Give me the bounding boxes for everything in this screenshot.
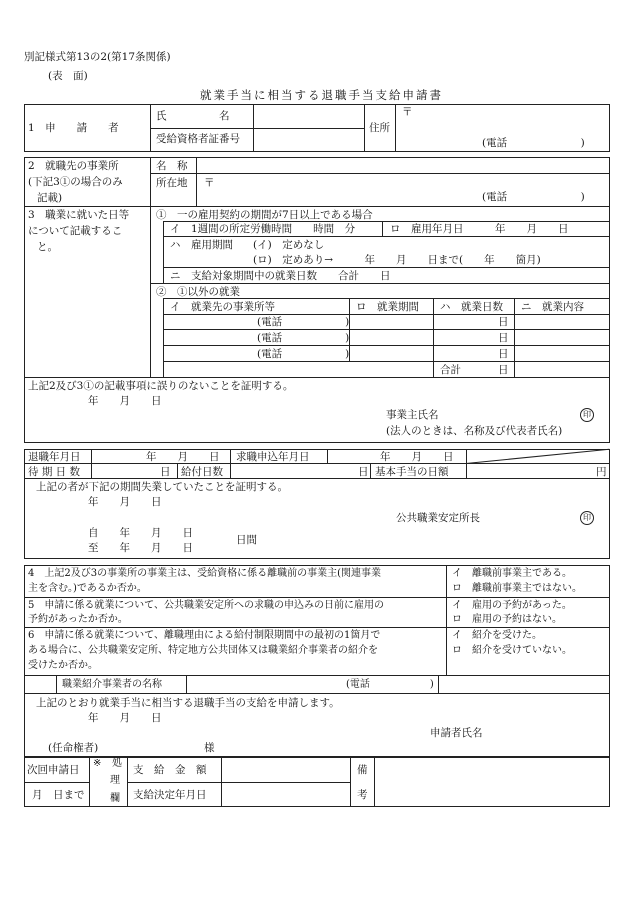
yen-unit: 円: [596, 466, 607, 478]
applicant-address-field[interactable]: [412, 106, 604, 134]
payment-decision-date-label: 支給決定年月日: [133, 789, 207, 801]
q5-text-2: 予約があったか否か。: [28, 614, 128, 625]
application-date: 年 月 日: [88, 712, 162, 724]
total-label: 合計: [440, 364, 461, 376]
row-phone: (電話 ): [257, 332, 350, 344]
q6-text-3: 受けたか否か。: [28, 660, 98, 671]
retirement-date-label: 退職年月日: [28, 451, 81, 463]
job-application-date-label: 求職申込年月日: [236, 451, 310, 463]
employer-name-note: (法人のときは、名称及び代表者氏名): [386, 425, 563, 437]
case1-period-none: (イ) 定めなし: [253, 239, 325, 251]
case1-weekly-hours: イ 1週間の所定労働時間 時間 分: [170, 223, 356, 235]
q6-option-no[interactable]: ロ 紹介を受けていない。: [452, 645, 572, 656]
s3-label-1: 3 職業に就いた日等: [28, 209, 130, 221]
case1-employment-period: ハ 雇用期間: [170, 239, 233, 251]
q5-option-yes[interactable]: イ 雇用の予約があった。: [452, 600, 572, 611]
office-director-label: 公共職業安定所長: [396, 512, 480, 524]
asterisk-mark: ※: [93, 758, 102, 769]
payment-amount-label: 支 給 金 額: [133, 764, 207, 776]
applicant-label: 1 申 請 者: [28, 122, 119, 134]
s2-label-3: 記載): [37, 192, 63, 204]
row-day-unit: 日: [498, 348, 509, 360]
remarks-char-1: 備: [357, 764, 368, 776]
honorific-sama: 様: [204, 742, 215, 754]
address-label: 住所: [369, 122, 390, 134]
s2-label-2: (下記3①の場合のみ: [28, 176, 123, 188]
case2-title: ② ①以外の就業: [156, 286, 240, 298]
job-application-date-value: 年 月 日: [380, 451, 454, 463]
waiting-days-label: 待 期 日 数: [28, 466, 81, 478]
processing-char-3: 欄: [110, 793, 120, 804]
applicant-name-field[interactable]: [256, 107, 360, 125]
remarks-char-2: 考: [357, 789, 368, 801]
s2-phone: (電話 ): [482, 191, 585, 203]
applicant-phone: (電話 ): [482, 137, 585, 149]
row-phone: (電話 ): [257, 348, 350, 360]
s3-label-2: について記載するこ: [28, 225, 123, 237]
q6-text-2: ある場合に、公共職業安定所、特定地方公共団体又は職業紹介事業者の紹介を: [28, 645, 378, 656]
col-work-content: ニ 就業内容: [521, 301, 584, 313]
applicant-signature-label: 申請者氏名: [430, 727, 483, 739]
page-title: 就業手当に相当する退職手当支給申請書: [200, 88, 443, 102]
benefit-days-label: 給付日数: [181, 466, 223, 478]
col-work-days: ハ 就業日数: [440, 301, 503, 313]
waiting-days-unit: 日: [160, 466, 171, 478]
employer-certification: 上記2及び3①の記載事項に誤りのないことを証明する。: [28, 380, 294, 392]
application-statement: 上記のとおり就業手当に相当する退職手当の支給を申請します。: [36, 697, 340, 709]
s2-name-label: 名 称: [156, 160, 188, 172]
processing-char-2: 理: [110, 775, 120, 786]
office-cert-date: 年 月 日: [88, 496, 162, 508]
s2-postal-mark: 〒: [204, 177, 215, 189]
period-from: 自 年 月 日: [88, 527, 193, 539]
next-application-date-label: 次回申請日: [27, 764, 80, 776]
appointing-authority: (任命権者): [48, 742, 99, 754]
case1-hire-date: ロ 雇用年月日 年 月 日: [390, 223, 569, 235]
col-work-period: ロ 就業期間: [356, 301, 419, 313]
postal-mark: 〒: [402, 106, 413, 118]
case1-title: ① 一の雇用契約の期間が7日以上である場合: [156, 209, 373, 221]
processing-char-1: 処: [112, 758, 122, 769]
unemployment-certification: 上記の者が下記の期間失業していたことを証明する。: [36, 481, 288, 493]
until-date-label: 月 日まで: [32, 789, 85, 801]
basic-daily-amount-label: 基本手当の日額: [375, 466, 449, 478]
row-day-unit: 日: [498, 332, 509, 344]
retirement-date-value: 年 月 日: [146, 451, 220, 463]
q6-option-yes[interactable]: イ 紹介を受けた。: [452, 630, 542, 641]
office-seal-icon: 印: [580, 511, 594, 525]
employer-cert-date: 年 月 日: [88, 395, 162, 407]
case1-period-defined: (ロ) 定めあり→ 年 月 日まで( 年 箇月): [253, 254, 541, 266]
s2-label-1: 2 就職先の事業所: [28, 160, 119, 172]
s2-address-label: 所在地: [156, 177, 188, 189]
total-day-unit: 日: [498, 364, 509, 376]
q4-text-2: 主を含む。)であるか否か。: [28, 583, 147, 594]
q5-text-1: 5 申請に係る就業について、公共職業安定所への求職の申込みの日前に雇用の: [28, 600, 384, 611]
workplace-name-field[interactable]: [199, 159, 605, 172]
q4-text-1: 4 上記2及び3の事業所の事業主は、受給資格に係る離職前の事業主(関連事業: [28, 568, 381, 579]
benefit-days-unit: 日: [358, 466, 369, 478]
q4-option-no[interactable]: ロ 離職前事業主ではない。: [452, 583, 582, 594]
certificate-number-field[interactable]: [256, 131, 360, 149]
col-workplace: イ 就業先の事業所等: [170, 301, 275, 313]
name-label: 氏 名: [156, 110, 230, 122]
case1-working-days: ニ 支給対象期間中の就業日数 合計 日: [170, 270, 391, 282]
agency-name-label: 職業紹介事業者の名称: [62, 679, 162, 690]
period-to: 至 年 月 日: [88, 542, 193, 554]
workplace-address-field[interactable]: [216, 176, 606, 190]
q6-text-1: 6 申請に係る就業について、離職理由による給付制限期間中の最初の1箇月で: [28, 630, 381, 641]
agency-phone: (電話 ): [346, 679, 434, 690]
page-side-label: (表 面): [48, 70, 88, 82]
q5-option-no[interactable]: ロ 雇用の予約はない。: [452, 614, 562, 625]
q4-option-yes[interactable]: イ 離職前事業主である。: [452, 568, 572, 579]
certificate-number-label: 受給資格者証番号: [156, 133, 240, 145]
s3-label-3: と。: [37, 241, 58, 253]
form-reference: 別記様式第13の2(第17条関係): [24, 51, 171, 63]
row-phone: (電話 ): [257, 316, 350, 328]
agency-name-field[interactable]: [190, 677, 340, 692]
employer-name-label: 事業主氏名: [386, 409, 439, 421]
employer-seal-icon: 印: [580, 408, 594, 422]
period-days-label: 日間: [236, 534, 257, 546]
row-day-unit: 日: [498, 316, 509, 328]
